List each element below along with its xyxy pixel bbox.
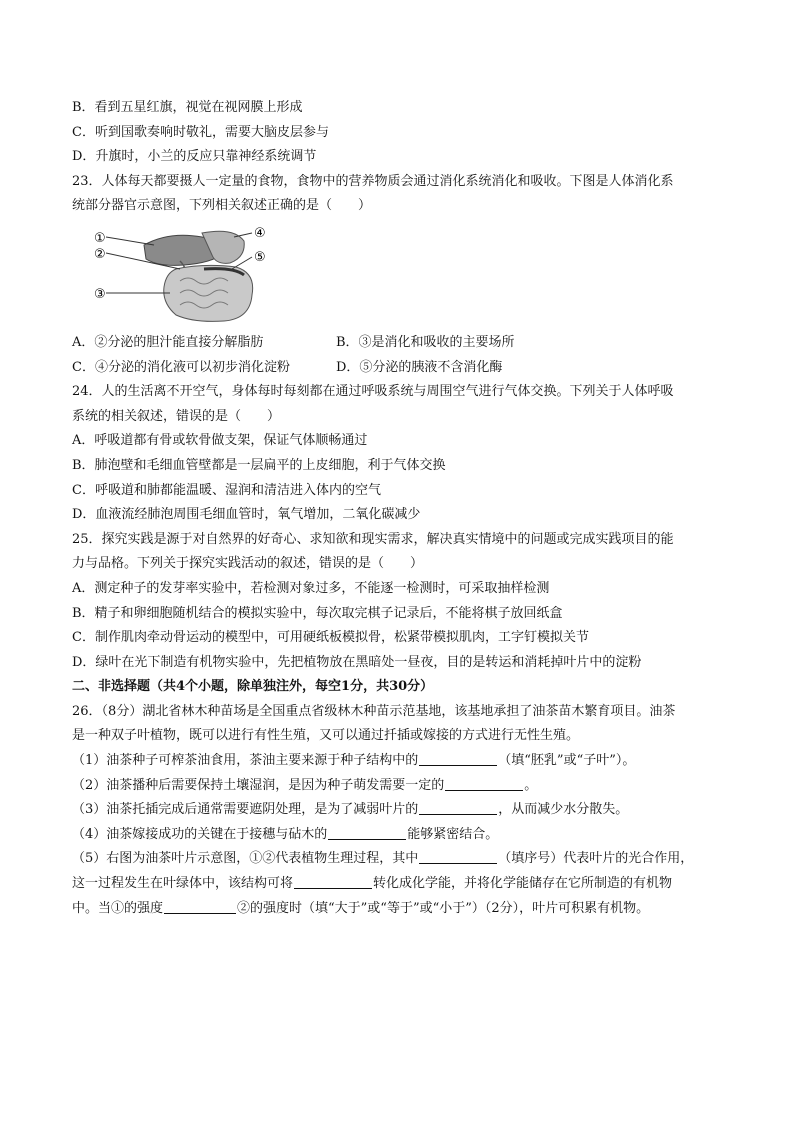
q23-option-b: B．③是消化和吸收的主要场所 [336, 334, 515, 350]
q26-part1 [72, 749, 722, 774]
q25-option-b: B．精子和卵细胞随机结合的模拟实验中，每次取完棋子记录后，不能将棋子放回纸盒 [72, 605, 563, 621]
q25-stem-line1: 25．探究实践是源于对自然界的好奇心、求知欲和现实需求，解决真实情境中的问题或完成实践项目的能 [72, 531, 674, 547]
q26-stem-line1: 26．（8分）湖北省林木种苗场是全国重点省级林木种苗示范基地，该基地承担了油茶苗木繁育项目。油茶 [72, 703, 676, 719]
figure-label-5: ⑤ [254, 249, 266, 265]
figure-label-4: ④ [254, 225, 266, 241]
q26-part4 [72, 823, 722, 848]
q26-part3 [72, 798, 722, 823]
q26-part4-text: （4）油茶嫁接成功的关键在于接穗与砧木的 [72, 826, 328, 842]
q26-stem-line2: 是一种双子叶植物，既可以进行有性生殖，又可以通过扦插或嫁接的方式进行无性生殖。 [72, 728, 580, 744]
answer-blank-3[interactable] [419, 800, 497, 815]
q26-part1-tail: （填“胚乳”或“子叶”）。 [498, 753, 636, 769]
q26-part5-text-c: 这一过程发生在叶绿体中，该结构可将 [72, 876, 294, 892]
q22-option-d: D．升旗时，小兰的反应只靠神经系统调节 [72, 149, 317, 165]
figure-label-1: ① [94, 230, 106, 246]
q24-option-d: D．血液流经肺泡周围毛细血管时，氧气增加，二氧化碳减少 [72, 507, 421, 523]
q26-part3-tail: ，从而减少水分散失。 [498, 802, 629, 818]
q24-stem-line2: 系统的相关叙述，错误的是（ ） [72, 408, 281, 424]
q26-part5-line2 [72, 872, 722, 897]
q24-option-a: A．呼吸道都有骨或软骨做支架，保证气体顺畅通过 [72, 433, 368, 449]
answer-blank-2[interactable] [445, 776, 523, 791]
q22-option-b: B．看到五星红旗，视觉在视网膜上形成 [72, 100, 303, 115]
answer-blank-4[interactable] [328, 825, 406, 840]
q25-option-d: D．绿叶在光下制造有机物实验中，先把植物放在黑暗处一昼夜，目的是转运和消耗掉叶片中的淀粉 [72, 654, 642, 670]
q23-options-row1 [72, 331, 722, 356]
q23-option-c: C．④分泌的消化液可以初步消化淀粉 [72, 359, 290, 375]
q26-part1-text: （1）油茶种子可榨茶油食用，茶油主要来源于种子结构中的 [72, 753, 419, 769]
q26-part2 [72, 774, 722, 799]
q26-part5-line3 [72, 897, 722, 922]
q25-option-a: A．测定种子的发芽率实验中，若检测对象过多，不能逐一检测时，可采取抽样检测 [72, 580, 550, 596]
answer-blank-6[interactable] [294, 874, 372, 889]
answer-blank-1[interactable] [419, 751, 497, 766]
answer-blank-5[interactable] [419, 849, 497, 864]
q26-part5-text-a: （5）右图为油茶叶片示意图，①②代表植物生理过程，其中 [72, 851, 419, 867]
q26-part2-tail: 。 [524, 777, 538, 793]
q26-part2-text: （2）油茶播种后需要保持土壤湿润，是因为种子萌发需要一定的 [72, 777, 445, 793]
q23-stem-line2: 统部分器官示意图，下列相关叙述正确的是（ ） [72, 198, 372, 214]
q24-stem-line1: 24．人的生活离不开空气，身体每时每刻都在通过呼吸系统与周围空气进行气体交换。下列关于人体呼吸 [72, 384, 674, 400]
q23-stem-line1: 23．人体每天都要摄人一定量的食物，食物中的营养物质会通过消化系统消化和吸收。下图是人体消化系 [72, 173, 674, 189]
exam-page [72, 96, 722, 921]
q26-part5-text-b: （填序号）代表叶片的光合作用， [498, 851, 694, 867]
answer-blank-7[interactable] [164, 899, 236, 914]
q23-options-row2 [72, 356, 722, 381]
q26-part5-text-d: 转化成化学能，并将化学能储存在它所制造的有机物 [373, 876, 673, 892]
q25-stem-line2: 力与品格。下列关于探究实践活动的叙述，错误的是（ ） [72, 556, 424, 572]
q24-option-c: C．呼吸道和肺都能温暖、湿润和清洁进入体内的空气 [72, 482, 381, 498]
figure-label-3: ③ [94, 286, 106, 302]
q22-option-c: C．听到国歌奏响时敬礼，需要大脑皮层参与 [72, 124, 329, 140]
q26-part4-tail: 能够紧密结合。 [407, 826, 499, 842]
figure-label-2: ② [94, 246, 106, 262]
q26-part3-text: （3）油茶托插完成后通常需要遮阴处理，是为了减弱叶片的 [72, 802, 419, 818]
digestive-system-figure [84, 223, 722, 325]
q24-option-b: B．肺泡壁和毛细血管壁都是一层扁平的上皮细胞，利于气体交换 [72, 457, 446, 473]
section-2-heading: 二、非选择题（共4个小题，除单独注外，每空1分，共30分） [72, 679, 434, 695]
q23-option-a: A．②分泌的胆汁能直接分解脂肪 [72, 334, 264, 350]
q25-option-c: C．制作肌肉牵动骨运动的模型中，可用硬纸板模拟骨，松紧带模拟肌肉，工字钉模拟关节 [72, 630, 589, 646]
q23-option-d: D．⑤分泌的胰液不含消化酶 [336, 359, 503, 375]
q26-part5-line1 [72, 847, 722, 872]
q26-part5-text-e: 中。当①的强度 [72, 900, 164, 916]
q26-part5-text-f: ②的强度时（填“大于”或“等于”或“小于”）（2分），叶片可积累有机物。 [237, 900, 650, 916]
digestive-system-diagram [84, 223, 284, 325]
leader-line-1 [106, 237, 154, 245]
